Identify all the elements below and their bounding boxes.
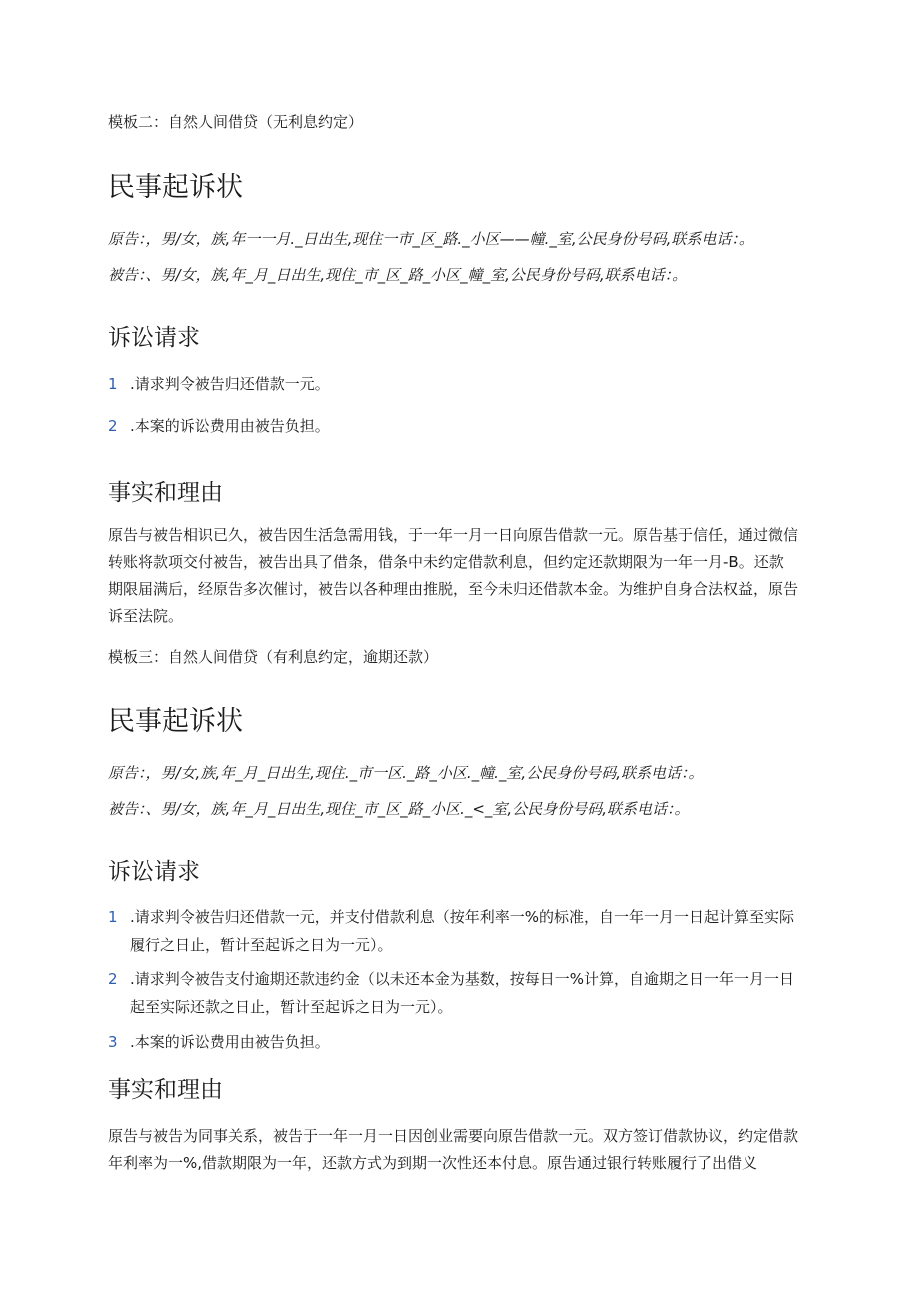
template3-claim-item xyxy=(108,903,798,959)
template2-title: 民事起诉状 xyxy=(108,172,243,203)
claim-number: 3 xyxy=(108,1033,118,1051)
claim-text: .本案的诉讼费用由被告负担。 xyxy=(130,417,330,435)
claim-text: .请求判令被告支付逾期还款违约金（以未还本金为基数，按每日一%计算，自逾期之日一年一月一日起至实际还款之日止，暂计至起诉之日为一元）。 xyxy=(130,970,795,1016)
template3-claims-heading: 诉讼请求 xyxy=(108,859,200,885)
claim-number: 2 xyxy=(108,970,118,988)
template3-claim-item xyxy=(108,965,798,1021)
claim-number: 1 xyxy=(108,375,118,393)
claim-text: .本案的诉讼费用由被告负担。 xyxy=(130,1033,330,1051)
template2-claims-heading: 诉讼请求 xyxy=(108,325,200,351)
template3-facts-paragraph: 原告与被告为同事关系，被告于一年一月一日因创业需要向原告借款一元。双方签订借款协议，约定借款年利率为一%,借款期限为一年，还款方式为到期一次性还本付息。原告通过银行转账履行了出借义 xyxy=(108,1127,799,1172)
template2-label: 模板二：自然人间借贷（无利息约定） xyxy=(108,113,364,131)
template2-plaintiff: 原告：，男/女，族,年一一月._日出生,现住一市_区_路._小区——幢._室,公民身份号码,联系电话：。 xyxy=(108,230,754,248)
claim-text: .请求判令被告归还借款一元，并支付借款利息（按年利率一%的标准，自一年一月一日起计算至实际履行之日止，暂计至起诉之日为一元）。 xyxy=(130,908,795,954)
template2-facts-paragraph: 原告与被告相识已久，被告因生活急需用钱，于一年一月一日向原告借款一元。原告基于信任，通过微信转账将款项交付被告，被告出具了借条，借条中未约定借款利息，但约定还款期限为一年一月-B。还款期限届满后，经原告多次催讨，被告以各种理由推脱，至今未归还借款本金。为维护自身合法权益，原告诉至法院。 xyxy=(108,526,799,625)
template2-claim-item xyxy=(108,412,798,440)
template3-claim-item xyxy=(108,1028,798,1056)
claim-number: 1 xyxy=(108,908,118,926)
template2-defendant: 被告：、男/女，族,年_月_日出生,现住_市_区_路_小区_幢_室,公民身份号码,联系电话：。 xyxy=(108,266,688,284)
template2-claim-item xyxy=(108,370,798,398)
claim-text: .请求判令被告归还借款一元。 xyxy=(130,375,330,393)
template3-label: 模板三：自然人间借贷（有利息约定，逾期还款） xyxy=(108,648,439,666)
template3-plaintiff: 原告：，男/女,族,年_月_日出生,现住._市一区._路_小区._幢._室,公民身份号码,联系电话：。 xyxy=(108,764,704,782)
template2-facts-heading: 事实和理由 xyxy=(108,480,223,506)
template3-defendant: 被告：、男/女，族,年_月_日出生,现住_市_区_路_小区._<_室,公民身份号码,联系电话：。 xyxy=(108,800,690,818)
claim-number: 2 xyxy=(108,417,118,435)
template3-title: 民事起诉状 xyxy=(108,706,243,737)
template3-facts-heading: 事实和理由 xyxy=(108,1077,223,1103)
